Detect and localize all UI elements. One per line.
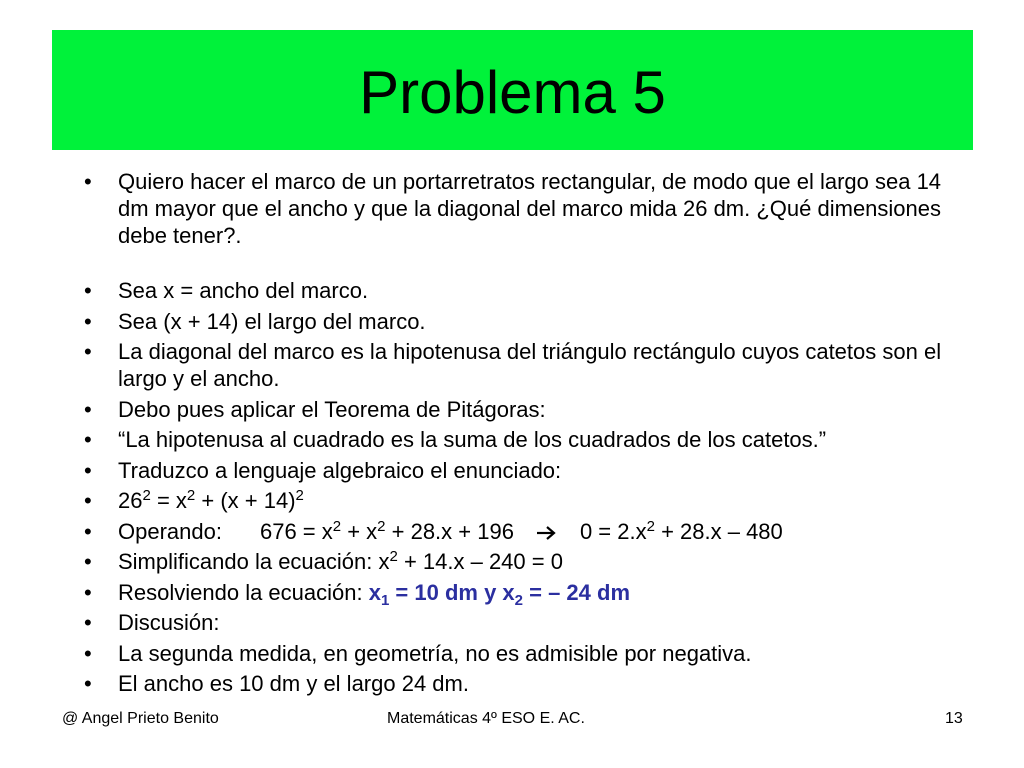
exponent: 2 (295, 487, 304, 504)
simplificando-part: + 14.x – 240 = 0 (397, 549, 563, 574)
bullet-problem-statement: • Quiero hacer el marco de un portarretratos rectangular, de modo que el largo sea 14 dm mayor que el ancho y que la diagonal del marco mida 26 dm. ¿Qué dimensiones debe tener?. (78, 168, 958, 249)
bullet-segunda: • La segunda medida, en geometría, no es admisible por negativa. (78, 640, 958, 667)
exponent: 2 (646, 517, 655, 535)
equation-part: 26 (118, 488, 143, 513)
bullet-traduzco: • Traduzco a lenguaje algebraico el enunciado: (78, 457, 958, 484)
solution-part: = – 24 dm (523, 579, 631, 605)
bullet-operando (78, 518, 958, 545)
exponent: 2 (142, 487, 151, 504)
title-banner (52, 30, 973, 150)
subscript: 1 (380, 591, 390, 609)
equation-part: + (x + 14) (195, 488, 296, 513)
simplificando-label: Simplificando la ecuación: (118, 549, 379, 574)
bullet-pitagoras: • Debo pues aplicar el Teorema de Pitágoras: (78, 396, 958, 423)
bullet-quote: • “La hipotenusa al cuadrado es la suma de los cuadrados de los catetos.” (78, 426, 958, 453)
exponent: 2 (186, 487, 196, 504)
subscript: 2 (514, 591, 524, 609)
page-title: Problema 5 (359, 59, 666, 126)
exponent: 2 (377, 517, 386, 535)
footer-course: Matemáticas 4º ESO E. AC. (387, 710, 585, 727)
operando-label: Operando: (118, 518, 222, 544)
resolviendo-label: Resolviendo la ecuación: (118, 579, 369, 605)
solution-text (368, 579, 631, 609)
footer-page-number: 13 (945, 710, 963, 727)
bullet-define-x: • Sea x = ancho del marco. (78, 277, 958, 304)
operando-part: + x (341, 518, 378, 544)
footer-author: @ Angel Prieto Benito (62, 710, 219, 727)
operando-part: 0 = 2.x (579, 518, 647, 544)
bullet-define-largo: • Sea (x + 14) el largo del marco. (78, 308, 958, 335)
bullet-diagonal: • La diagonal del marco es la hipotenusa del triángulo rectángulo cuyos catetos son el largo y el ancho. (78, 338, 958, 392)
exponent: 2 (332, 517, 342, 535)
operando-part: 676 = x (259, 518, 333, 544)
simplificando-part: x (378, 549, 390, 574)
right-arrow-icon (536, 525, 558, 541)
content-list (78, 168, 958, 701)
operando-part: + 28.x + 196 (385, 518, 514, 544)
bullet-discusion: • Discusión: (78, 609, 958, 636)
exponent: 2 (389, 548, 398, 565)
operando-part: + 28.x – 480 (654, 518, 783, 544)
solution-part: x (368, 579, 381, 605)
equation-part: = x (150, 488, 187, 513)
bullet-resolviendo (78, 579, 958, 609)
bullet-simplificando (78, 548, 958, 575)
bullet-equation (78, 487, 958, 514)
solution-part: = 10 dm y x (389, 579, 515, 605)
bullet-conclusion: • El ancho es 10 dm y el largo 24 dm. (78, 670, 958, 697)
